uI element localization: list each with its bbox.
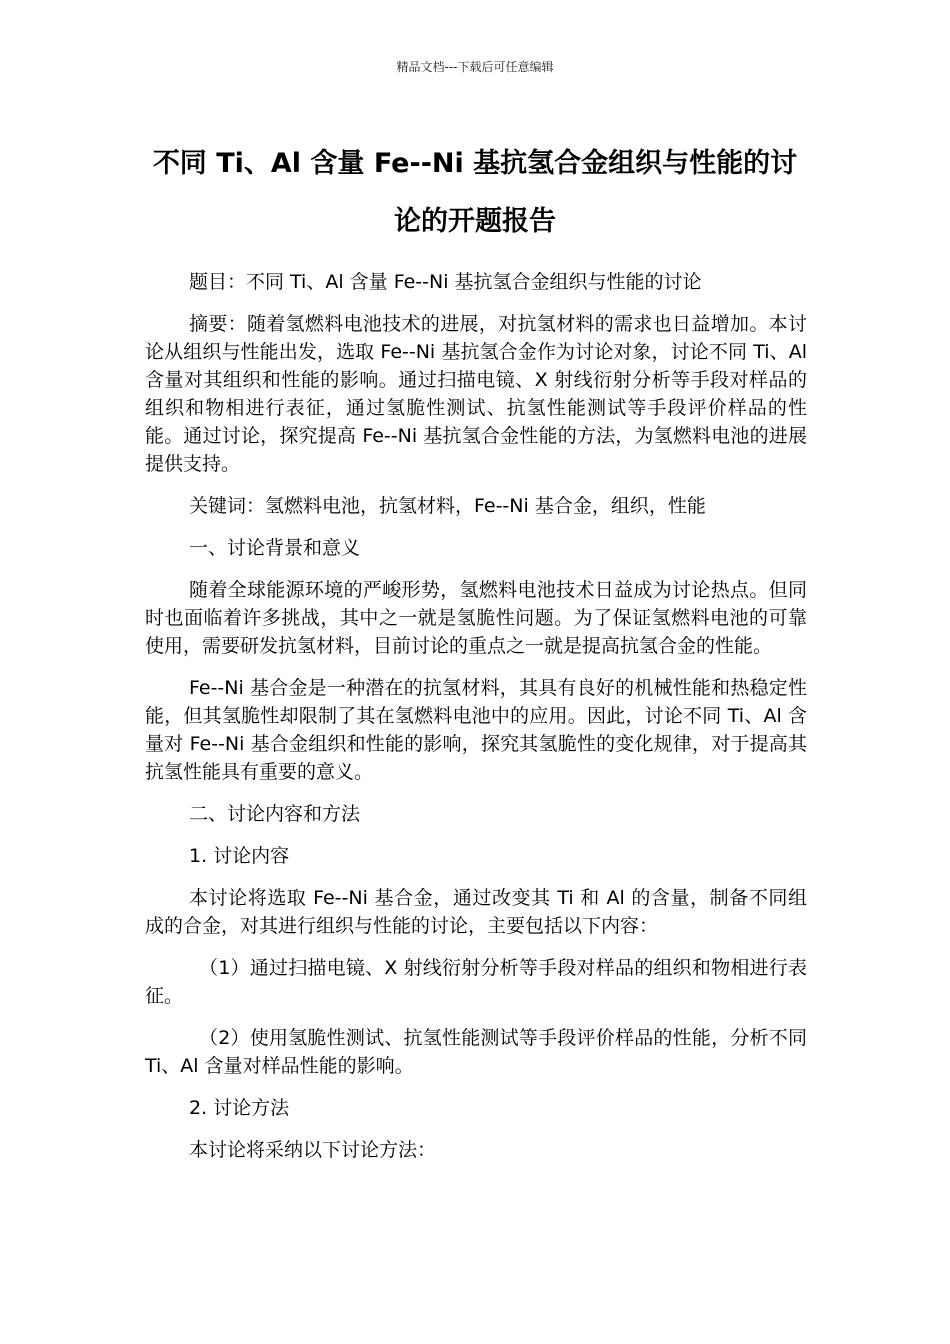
list-item: （1）通过扫描电镜、X 射线衍射分析等手段对样品的组织和物相进行表征。 [145, 957, 807, 1007]
topic-paragraph: 题目：不同 Ti、Al 含量 Fe--Ni 基抗氢合金组织与性能的讨论 [189, 271, 702, 293]
abstract-paragraph: 摘要：随着氢燃料电池技术的进展，对抗氢材料的需求也日益增加。本讨论从组织与性能出发，选取 Fe--Ni 基抗氢合金作为讨论对象，讨论不同 Ti、Al 含量对其组织和性能的影响。通过扫描电镜、X 射线衍射分析等手段对样品的组织和物相进行表征，通过氢脆性测试、抗氢性能测试等手段评价样品的性能。通过讨论，探究提高 Fe--Ni 基抗氢合金性能的方法，为氢燃料电池的进展提供支持。 [145, 313, 807, 475]
subsection-heading-content: 1. 讨论内容 [189, 845, 290, 867]
section-heading-background: 一、讨论背景和意义 [189, 537, 361, 559]
document-title: 不同 Ti、Al 含量 Fe--Ni 基抗氢合金组织与性能的讨论的开题报告 [152, 148, 798, 237]
subsection-heading-methods: 2. 讨论方法 [189, 1097, 290, 1119]
list-item: （2）使用氢脆性测试、抗氢性能测试等手段评价样品的性能，分析不同 Ti、Al 含量对样品性能的影响。 [145, 1027, 807, 1077]
body-paragraph: 随着全球能源环境的严峻形势，氢燃料电池技术日益成为讨论热点。但同时也面临着许多挑战，其中之一就是氢脆性问题。为了保证氢燃料电池的可靠使用，需要研发抗氢材料，目前讨论的重点之一就是提高抗氢合金的性能。 [145, 579, 807, 657]
page-header-note: 精品文档---下载后可任意编辑 [396, 60, 554, 74]
body-paragraph: Fe--Ni 基合金是一种潜在的抗氢材料，其具有良好的机械性能和热稳定性能，但其氢脆性却限制了其在氢燃料电池中的应用。因此，讨论不同 Ti、Al 含量对 Fe--Ni 基合金组织和性能的影响，探究其氢脆性的变化规律，对于提高其抗氢性能具有重要的意义。 [145, 677, 807, 783]
document-body [145, 268, 807, 1178]
keywords-paragraph: 关键词：氢燃料电池，抗氢材料，Fe--Ni 基合金，组织，性能 [189, 495, 706, 517]
section-heading-content-methods: 二、讨论内容和方法 [189, 803, 361, 825]
body-paragraph: 本讨论将采纳以下讨论方法： [189, 1139, 437, 1161]
body-paragraph: 本讨论将选取 Fe--Ni 基合金，通过改变其 Ti 和 Al 的含量，制备不同组成的合金，对其进行组织与性能的讨论，主要包括以下内容： [145, 887, 807, 937]
